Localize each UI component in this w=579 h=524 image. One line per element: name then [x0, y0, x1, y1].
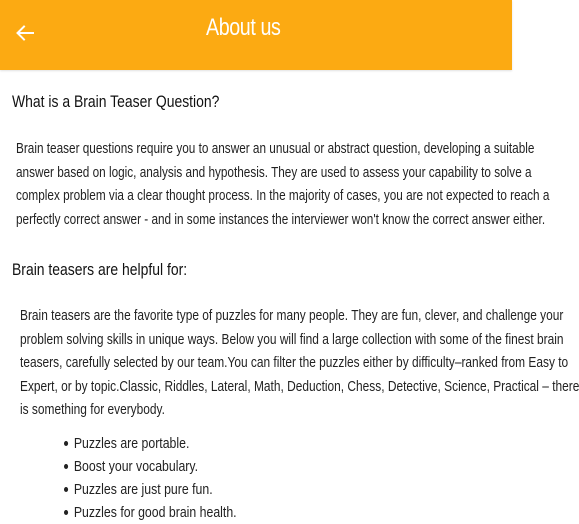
paragraph-line: is something for everybody. [20, 401, 165, 418]
about-content [0, 70, 579, 521]
list-item [64, 478, 237, 501]
app-bar [0, 0, 512, 70]
bullet-icon [64, 464, 68, 469]
bullet-icon [64, 510, 68, 515]
paragraph-line: perfectly correct answer - and in some instances the interviewer won't know the correct answer either. [16, 210, 546, 228]
bullet-icon [64, 441, 68, 446]
section-paragraph-brain-teasers-helpful [20, 304, 579, 422]
list-item-text: Puzzles are just pure fun. [73, 481, 213, 498]
bullet-icon [64, 487, 68, 492]
section-heading-brain-teasers-helpful: Brain teasers are helpful for: [12, 260, 188, 279]
page-title: About us [206, 14, 281, 41]
list-item [64, 501, 237, 524]
list-item-text: Puzzles for good brain health. [73, 504, 237, 521]
paragraph-line: Expert, or by topic.Classic, Riddles, Lateral, Math, Deduction, Chess, Detective, Science, Practical – there [20, 377, 579, 395]
paragraph-line: Brain teasers are the favorite type of puzzles for many people. They are fun, clever, and challenge your [20, 307, 564, 324]
list-item-text: Boost your vocabulary. [73, 458, 199, 475]
list-item [64, 432, 237, 455]
benefits-list [64, 432, 237, 524]
paragraph-line: answer based on logic, analysis and hypothesis. They are used to assess your capability to solve a [16, 163, 532, 181]
paragraph-line: teasers, carefully selected by our team.You can filter the puzzles either by difficulty–ranked from Easy to [20, 354, 569, 371]
arrow-left-icon [15, 23, 35, 43]
paragraph-line: problem solving skills in unique ways. Below you will find a large collection with some of the finest brain [20, 330, 564, 348]
list-item [64, 455, 237, 478]
paragraph-line: Brain teaser questions require you to answer an unusual or abstract question, developing a suitable [16, 140, 535, 157]
paragraph-line: complex problem via a clear thought process. In the majority of cases, you are not expected to reach a [16, 187, 550, 204]
section-heading-brain-teaser-question: What is a Brain Teaser Question? [12, 92, 220, 111]
section-paragraph-brain-teaser-question [16, 137, 549, 231]
list-item-text: Puzzles are portable. [73, 435, 190, 452]
